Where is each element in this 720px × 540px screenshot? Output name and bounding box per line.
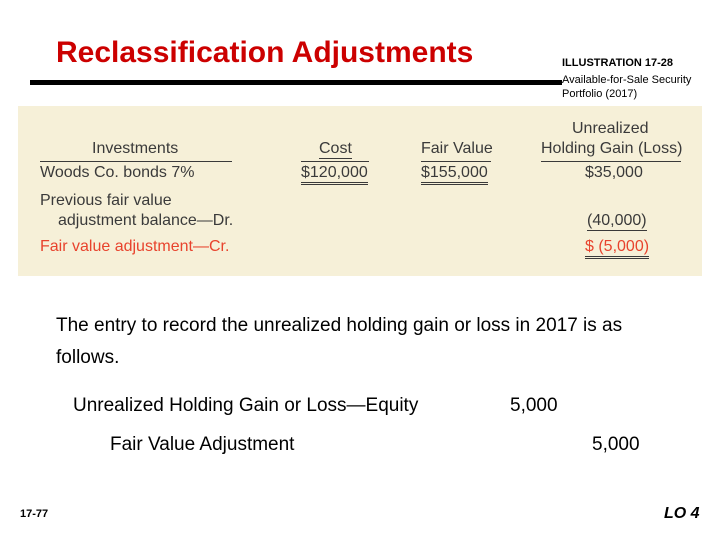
header-holding-gain-loss: Holding Gain (Loss) xyxy=(541,140,683,157)
row-label-fair-value-adjustment: Fair value adjustment—Cr. xyxy=(40,238,230,255)
slide-number: 17-77 xyxy=(20,508,49,520)
row-cost-woods: $120,000 xyxy=(301,164,368,185)
illustration-label: ILLUSTRATION 17-28 xyxy=(562,57,674,69)
journal-credit-amount: 5,000 xyxy=(592,434,640,455)
row-label-previous-line1: Previous fair value xyxy=(40,192,172,209)
row-label-woods: Woods Co. bonds 7% xyxy=(40,164,195,181)
header-cost-rule xyxy=(301,161,369,162)
header-gain-rule xyxy=(541,161,681,162)
slide-title: Reclassification Adjustments xyxy=(56,36,474,69)
illustration-caption: Available-for-Sale Security Portfolio (2017) xyxy=(562,73,712,101)
header-investments: Investments xyxy=(92,140,179,157)
row-label-previous-line2: adjustment balance—Dr. xyxy=(58,212,234,229)
header-investments-rule xyxy=(40,161,232,162)
row-fair-value-woods: $155,000 xyxy=(421,164,488,185)
header-fair-value: Fair Value xyxy=(421,140,493,157)
header-cost: Cost xyxy=(319,140,352,157)
journal-debit-amount: 5,000 xyxy=(510,395,558,416)
row-gain-fair-value-adjustment: $ (5,000) xyxy=(585,238,649,259)
journal-debit-account: Unrealized Holding Gain or Loss—Equity xyxy=(73,395,419,416)
row-gain-woods: $35,000 xyxy=(585,164,643,181)
row-gain-previous: (40,000) xyxy=(587,212,647,229)
body-paragraph: The entry to record the unrealized holding gain or loss in 2017 is as follows. xyxy=(56,315,623,368)
header-fair-value-rule xyxy=(421,161,491,162)
portfolio-table xyxy=(18,106,702,276)
learning-objective: LO 4 xyxy=(664,505,700,522)
journal-credit-account: Fair Value Adjustment xyxy=(110,434,295,455)
header-unrealized: Unrealized xyxy=(572,120,649,137)
